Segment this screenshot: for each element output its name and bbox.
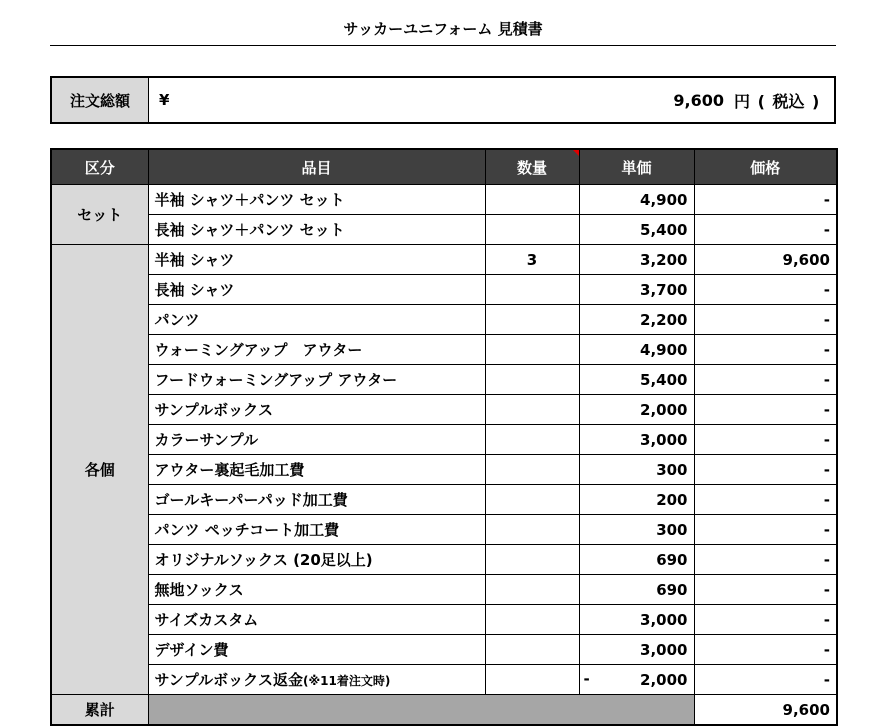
item-name: 半袖 シャツ＋パンツ セット	[154, 191, 345, 209]
quantity-cell[interactable]	[485, 185, 579, 215]
unit-price-cell[interactable]	[579, 575, 694, 605]
table-row	[51, 575, 837, 605]
item-name: カラーサンプル	[154, 431, 259, 449]
comment-indicator-icon[interactable]	[573, 150, 579, 156]
item-cell[interactable]	[148, 245, 485, 275]
price-cell[interactable]: -	[694, 365, 837, 395]
item-name: ゴールキーパーパッド加工費	[154, 491, 348, 509]
currency-symbol: ¥	[159, 91, 170, 109]
unit-price-value: 3,000	[640, 610, 688, 629]
item-cell[interactable]	[148, 635, 485, 665]
quantity-cell[interactable]	[485, 425, 579, 455]
price-cell[interactable]: -	[694, 275, 837, 305]
quantity-cell[interactable]	[485, 275, 579, 305]
price-cell[interactable]: -	[694, 455, 837, 485]
unit-price-value: 2,000	[640, 400, 688, 419]
unit-price-cell[interactable]	[579, 455, 694, 485]
header-quantity: 数量	[485, 149, 579, 185]
quantity-cell[interactable]	[485, 305, 579, 335]
summary-row	[51, 695, 837, 726]
price-cell[interactable]: -	[694, 575, 837, 605]
item-name: ウォーミングアップ アウター	[154, 341, 363, 359]
order-total-amount[interactable]: 9,600	[673, 90, 724, 110]
unit-price-value: 4,900	[640, 190, 688, 209]
header-row	[51, 149, 837, 185]
item-name: デザイン費	[154, 641, 229, 659]
unit-price-cell[interactable]	[579, 605, 694, 635]
order-total-label: 注文総額	[52, 78, 149, 122]
unit-price-cell[interactable]	[579, 665, 694, 695]
summary-price[interactable]: 9,600	[694, 695, 837, 726]
table-row	[51, 665, 837, 695]
quantity-cell[interactable]	[485, 485, 579, 515]
item-name: 長袖 シャツ＋パンツ セット	[154, 221, 345, 239]
unit-price-value: 5,400	[640, 220, 688, 239]
price-cell[interactable]: -	[694, 425, 837, 455]
unit-price-cell[interactable]	[579, 365, 694, 395]
price-cell[interactable]: -	[694, 635, 837, 665]
unit-price-value: 3,700	[640, 280, 688, 299]
item-cell[interactable]	[148, 185, 485, 215]
unit-price-cell[interactable]	[579, 215, 694, 245]
table-row	[51, 305, 837, 335]
header-price: 価格	[694, 149, 837, 185]
quantity-cell[interactable]	[485, 545, 579, 575]
item-name: サンプルボックス	[154, 401, 274, 419]
unit-price-value: 3,000	[640, 640, 688, 659]
unit-price-cell[interactable]	[579, 425, 694, 455]
negative-sign: -	[583, 670, 590, 688]
price-cell[interactable]: -	[694, 185, 837, 215]
unit-price-cell[interactable]	[579, 545, 694, 575]
quantity-cell[interactable]	[485, 335, 579, 365]
price-cell[interactable]: -	[694, 665, 837, 695]
price-cell[interactable]: -	[694, 485, 837, 515]
quote-table	[50, 148, 838, 726]
table-row	[51, 275, 837, 305]
unit-price-value: 3,200	[640, 250, 688, 269]
table-row	[51, 245, 837, 275]
unit-price-cell[interactable]	[579, 305, 694, 335]
table-row	[51, 485, 837, 515]
unit-price-cell[interactable]	[579, 275, 694, 305]
quantity-cell[interactable]	[485, 455, 579, 485]
quantity-cell[interactable]	[485, 515, 579, 545]
unit-price-value: 690	[656, 580, 688, 599]
item-name: サンプルボックス返金	[154, 671, 304, 689]
header-item: 品目	[148, 149, 485, 185]
quantity-cell[interactable]	[485, 665, 579, 695]
price-cell[interactable]: -	[694, 215, 837, 245]
quantity-cell[interactable]	[485, 365, 579, 395]
unit-price-value: 300	[656, 460, 688, 479]
item-cell[interactable]	[148, 395, 485, 425]
price-cell[interactable]: -	[694, 545, 837, 575]
document-title: サッカーユニフォーム 見積書	[50, 14, 836, 46]
item-cell[interactable]	[148, 665, 485, 695]
unit-price-value: 2,000	[640, 670, 688, 689]
table-row	[51, 215, 837, 245]
unit-price-value: 3,000	[640, 430, 688, 449]
price-cell[interactable]: -	[694, 395, 837, 425]
item-name: パンツ	[154, 311, 200, 329]
item-name: パンツ ペッチコート加工費	[154, 521, 340, 539]
price-cell[interactable]: -	[694, 335, 837, 365]
unit-price-cell[interactable]	[579, 185, 694, 215]
category-cell[interactable]: 各個	[51, 245, 148, 695]
table-row	[51, 455, 837, 485]
summary-filler	[148, 695, 694, 726]
item-name: フードウォーミングアップ アウター	[154, 371, 398, 389]
table-row	[51, 395, 837, 425]
item-cell[interactable]	[148, 545, 485, 575]
unit-price-cell[interactable]	[579, 635, 694, 665]
unit-price-value: 5,400	[640, 370, 688, 389]
price-cell[interactable]: -	[694, 515, 837, 545]
item-name: 半袖 シャツ	[154, 251, 235, 269]
quantity-cell[interactable]	[485, 215, 579, 245]
table-row	[51, 425, 837, 455]
unit-price-value: 4,900	[640, 340, 688, 359]
header-category: 区分	[51, 149, 148, 185]
quantity-cell[interactable]	[485, 575, 579, 605]
unit-price-value: 200	[656, 490, 688, 509]
item-name: オリジナルソックス (20足以上)	[154, 551, 373, 569]
item-name: 長袖 シャツ	[154, 281, 235, 299]
table-row	[51, 635, 837, 665]
item-cell[interactable]	[148, 575, 485, 605]
unit-price-cell[interactable]	[579, 485, 694, 515]
table-row	[51, 605, 837, 635]
header-unit-price: 単価	[579, 149, 694, 185]
table-row	[51, 545, 837, 575]
unit-price-cell[interactable]	[579, 335, 694, 365]
table-row	[51, 185, 837, 215]
summary-label[interactable]: 累計	[51, 695, 148, 726]
item-name: 無地ソックス	[154, 581, 244, 599]
order-total-unit: 円 ( 税込 )	[734, 91, 820, 111]
quantity-cell[interactable]	[485, 605, 579, 635]
table-row	[51, 365, 837, 395]
item-cell[interactable]	[148, 365, 485, 395]
unit-price-cell[interactable]	[579, 245, 694, 275]
item-name: アウター裏起毛加工費	[154, 461, 305, 479]
order-total-box	[50, 76, 836, 124]
category-cell[interactable]: セット	[51, 185, 148, 245]
quote-table-body	[51, 185, 837, 726]
item-cell[interactable]	[148, 335, 485, 365]
item-cell[interactable]	[148, 305, 485, 335]
item-name: サイズカスタム	[154, 611, 259, 629]
item-note: (※11着注文時)	[303, 674, 391, 688]
unit-price-value: 690	[656, 550, 688, 569]
price-cell[interactable]: -	[694, 305, 837, 335]
unit-price-value: 300	[656, 520, 688, 539]
item-cell[interactable]	[148, 215, 485, 245]
item-cell[interactable]	[148, 605, 485, 635]
price-cell[interactable]: 9,600	[694, 245, 837, 275]
item-cell[interactable]	[148, 515, 485, 545]
unit-price-cell[interactable]	[579, 515, 694, 545]
table-row	[51, 515, 837, 545]
quantity-cell[interactable]	[485, 635, 579, 665]
quantity-cell[interactable]	[485, 395, 579, 425]
item-cell[interactable]	[148, 275, 485, 305]
item-cell[interactable]	[148, 455, 485, 485]
quantity-cell[interactable]: 3	[485, 245, 579, 275]
unit-price-value: 2,200	[640, 310, 688, 329]
unit-price-cell[interactable]	[579, 395, 694, 425]
item-cell[interactable]	[148, 485, 485, 515]
table-row	[51, 335, 837, 365]
item-cell[interactable]	[148, 425, 485, 455]
price-cell[interactable]: -	[694, 605, 837, 635]
